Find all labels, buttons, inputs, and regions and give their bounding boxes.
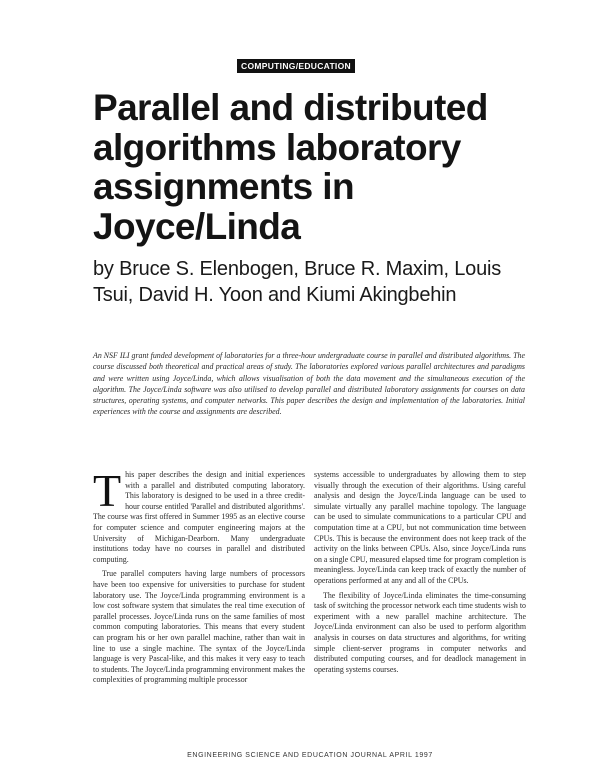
journal-footer: ENGINEERING SCIENCE AND EDUCATION JOURNAL APRIL 1997 [187, 752, 433, 759]
abstract: An NSF ILI grant funded development of laboratories for a three-hour undergraduate course in parallel and distributed algorithms. The course discussed both theoretical and practical areas of study. The laboratories explored various parallel architectures and paradigms and were written using Joyce/Linda, which allows visualisation of both the data movement and the simultaneous execution of the algorithm. The Joyce/Linda software was also utilised to develop parallel and distributed laboratory assignments for courses on data structures, operating systems, and computer networks. This paper describes the design and implementation of the laboratories. Initial experiences with the course and assignments are described. [93, 351, 525, 417]
body-paragraph: True parallel computers having large numbers of processors have been too expensive for universities to purchase for student laboratory use. The Joyce/Linda programming environment is a low cost software system that simulates the real time execution of parallel processes. Joyce/Linda runs on the same families of most common computing laboratories. This means that every student can program his or her own parallel machine, rather than wait in line to use a single machine. The syntax of the Joyce/Linda language is very Pascal-like, and this makes it very easy to teach to students. The Joyce/Linda programming environment makes the complexities of programming multiple processor [93, 569, 305, 685]
section-tag: COMPUTING/EDUCATION [237, 59, 355, 73]
body-paragraph: The flexibility of Joyce/Linda eliminates the time-consuming task of switching the processor network each time students wish to experiment with a new parallel machine architecture. The Joyce/Linda environment can also be used to perform algorithm analysis in courses on data structures and algorithms, for writing simple client-server programs in computer networks and distributed computing courses, and for deadlock management in operating systems courses. [314, 590, 526, 674]
drop-cap: T [93, 465, 122, 516]
body-paragraph [93, 465, 305, 565]
article-title: Parallel and distributed algorithms laboratory assignments in Joyce/Linda [93, 87, 488, 247]
body-column-right [314, 470, 526, 679]
body-paragraph: systems accessible to undergraduates by allowing them to step visually through the execution of their algorithms. Using careful analysis and design the Joyce/Linda language can be used to simulate virtually any parallel machine topology. The language can be used to simulate communications to a particular CPU and computation time at a CPU, but not communication time between CPUs. This is because the environment does not keep track of the activity on the links between CPUs. Also, since Joyce/Linda runs on a single CPU, measured elapsed time for program completion is meaningless. Joyce/Linda can keep track of exactly the number of operations performed at any and all of the CPUs. [314, 470, 526, 585]
body-column-left [93, 465, 305, 690]
body-text: his paper describes the design and initial experiences with a parallel and distributed computing laboratory. This laboratory is designed to be used in a three credit-hour course entitled 'Parallel and distributed algorithms'. The course was first offered in Summer 1995 as an elective course for computer science and computer engineering majors at the University of Michigan-Dearborn. Many undergraduate institutions today have no courses in parallel and distributed computing. [93, 470, 305, 564]
author-byline: by Bruce S. Elenbogen, Bruce R. Maxim, Louis Tsui, David H. Yoon and Kiumi Akingbehin [93, 258, 502, 306]
